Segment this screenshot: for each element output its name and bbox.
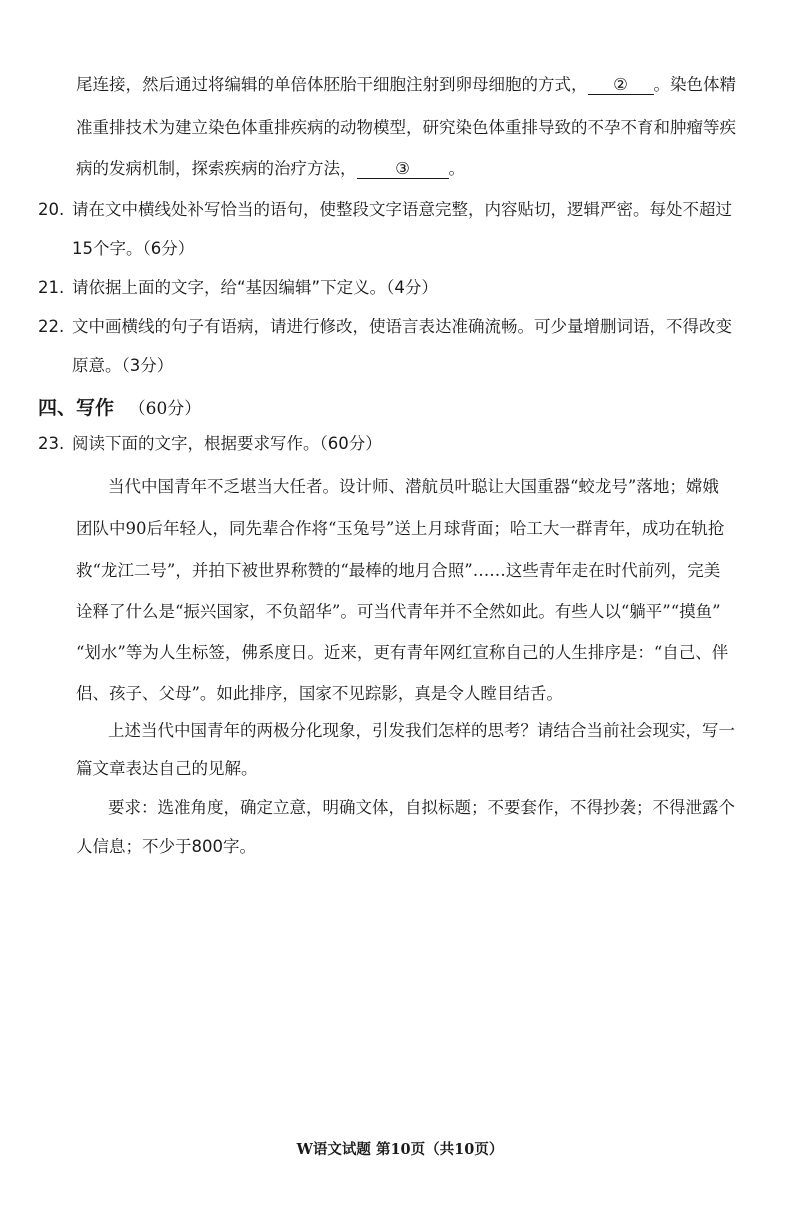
question-22-text: 文中画横线的句子有语病，请进行修改，使语言表达准确流畅。可少量增删词语，不得改变 (72, 317, 732, 336)
task-line-1: 上述当代中国青年的两极分化现象，引发我们怎样的思考？请结合当前社会现实，写一 (108, 721, 735, 740)
page-footer: W语文试题 第10页（共10页） (296, 1141, 504, 1158)
task-line-2: 篇文章表达自己的见解。 (76, 759, 258, 778)
question-21-text: 请依据上面的文字，给“基因编辑”下定义。（4分） (72, 278, 438, 297)
question-23 (38, 433, 382, 455)
passage-line-3 (76, 158, 465, 180)
question-21 (38, 277, 438, 299)
material-line-5: “划水”等为人生标签，佛系度日。近来，更有青年网红宣称自己的人生排序是：“自己、伴 (76, 643, 729, 662)
question-20 (38, 199, 732, 221)
section-4-title: 四、写作 (38, 397, 115, 419)
question-22 (38, 316, 732, 338)
requirements-line-2: 人信息；不少于800字。 (76, 837, 256, 856)
material-line-3: 救“龙江二号”，并拍下被世界称赞的“最棒的地月合照”……这些青年走在时代前列，完美 (76, 561, 721, 580)
question-22-number: 22. (38, 317, 65, 336)
passage-line-3-text: 病的发病机制，探索疾病的治疗方法， (76, 159, 357, 178)
question-23-prompt: 阅读下面的文字，根据要求写作。（60分） (72, 434, 382, 453)
blank-3: ③ (357, 160, 449, 179)
passage-line-1-text: 尾连接，然后通过将编辑的单倍体胚胎干细胞注射到卵母细胞的方式， (76, 75, 588, 94)
material-line-2: 团队中90后年轻人，同先辈合作将“玉兔号”送上月球背面；哈工大一群青年，成功在轨抢 (76, 519, 725, 538)
section-4-heading (38, 393, 201, 420)
passage-line-3-tail: 。 (448, 159, 465, 178)
question-21-number: 21. (38, 278, 65, 297)
passage-line-2: 准重排技术为建立染色体重排疾病的动物模型，研究染色体重排导致的不孕不育和肿瘤等疾 (76, 118, 736, 137)
question-20-number: 20. (38, 200, 65, 219)
material-line-1: 当代中国青年不乏堪当大任者。设计师、潜航员叶聪让大国重器“蛟龙号”落地；嫦娥 (108, 477, 719, 496)
question-23-number: 23. (38, 434, 65, 453)
question-22-continued: 原意。（3分） (72, 356, 174, 375)
question-20-text: 请在文中横线处补写恰当的语句，使整段文字语意完整，内容贴切，逻辑严密。每处不超过 (72, 200, 732, 219)
section-4-points: （60分） (128, 399, 202, 419)
material-line-6: 侣、孩子、父母”。如此排序，国家不见踪影，真是令人瞠目结舌。 (76, 684, 563, 703)
blank-2: ② (588, 76, 654, 95)
material-line-4: 诠释了什么是“振兴国家，不负韶华”。可当代青年并不全然如此。有些人以“躺平”“摸鱼” (76, 602, 721, 621)
passage-line-1-tail: 。染色体精 (653, 75, 736, 94)
passage-line-1 (76, 74, 736, 96)
question-20-continued: 15个字。（6分） (72, 239, 195, 258)
requirements-line-1: 要求：选准角度，确定立意，明确文体，自拟标题；不要套作，不得抄袭；不得泄露个 (108, 798, 735, 817)
